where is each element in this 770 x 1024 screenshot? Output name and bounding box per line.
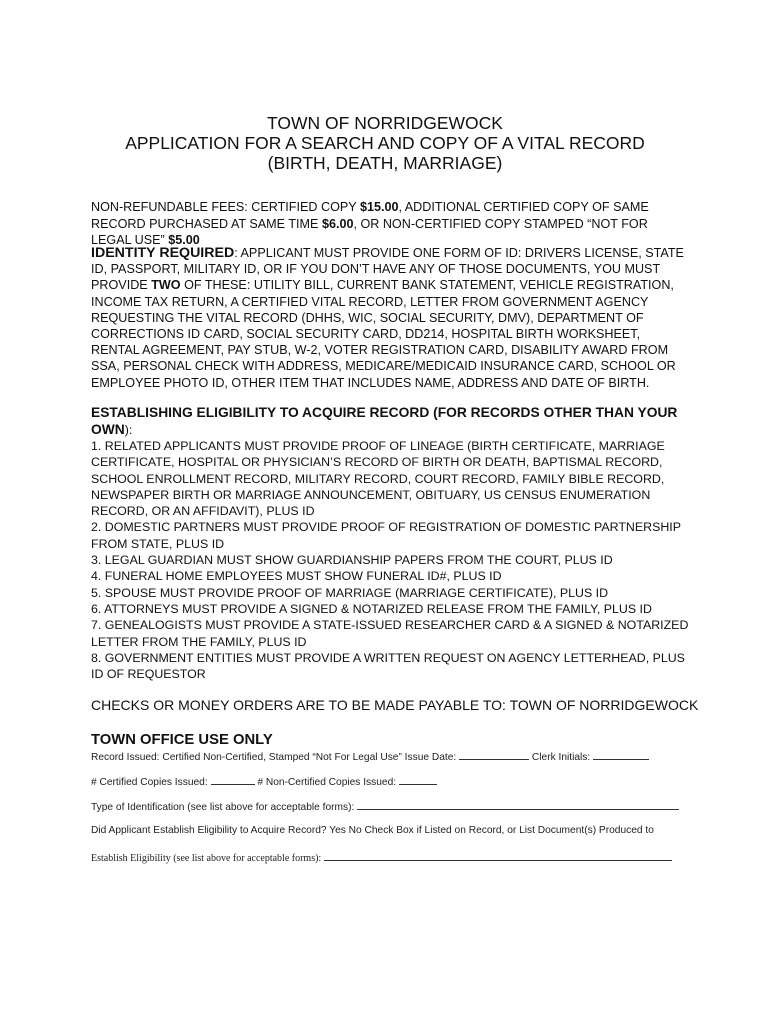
eligibility-item: 4. FUNERAL HOME EMPLOYEES MUST SHOW FUNERAL ID#, PLUS ID (91, 569, 502, 584)
noncertified-fee: $5.00 (168, 233, 200, 247)
title-town: TOWN OF NORRIDGEWOCK (267, 113, 503, 133)
fees-paragraph (91, 199, 691, 249)
eligibility-question: Did Applicant Establish Eligibility to Acquire Record? Yes No Check Box if Listed on Record, or List Document(s) Produced to (91, 825, 654, 836)
eligibility-item: 2. DOMESTIC PARTNERS MUST PROVIDE PROOF OF REGISTRATION OF DOMESTIC PARTNERSHIP FROM STATE, PLUS ID (91, 520, 681, 551)
title-application: APPLICATION FOR A SEARCH AND COPY OF A VITAL RECORD (125, 133, 645, 153)
title-record-types: (BIRTH, DEATH, MARRIAGE) (267, 153, 503, 173)
certified-copies-label: # Certified Copies Issued: (91, 777, 208, 788)
payment-instructions: CHECKS OR MONEY ORDERS ARE TO BE MADE PAYABLE TO: TOWN OF NORRIDGEWOCK (91, 697, 699, 713)
clerk-initials-label: Clerk Initials: (531, 752, 591, 763)
identity-text-1: : APPLICANT MUST PROVIDE ONE FORM OF ID: DRIVERS LICENSE, STATE ID, PASSPORT, MILITARY ID, OR IF YOU DON’T HAVE ANY OF THOSE DOCUMENTS, YOU MUST PROVIDE (91, 246, 684, 293)
eligibility-item: 3. LEGAL GUARDIAN MUST SHOW GUARDIANSHIP PAPERS FROM THE COURT, PLUS ID (91, 553, 613, 568)
eligibility-heading-suffix: ): (124, 422, 133, 437)
fees-text-1: NON-REFUNDABLE FEES: CERTIFIED COPY (91, 200, 360, 214)
issue-date-field[interactable] (459, 750, 529, 760)
eligibility-question-row (91, 825, 654, 836)
identity-emphasis: TWO (151, 278, 181, 293)
identity-paragraph (91, 245, 691, 391)
noncertified-copies-label: # Non-Certified Copies Issued: (257, 777, 397, 788)
fees-text-2: , ADDITIONAL CERTIFIED COPY OF SAME RECORD PURCHASED AT SAME TIME (91, 200, 649, 231)
identity-text-2: OF THESE: UTILITY BILL, CURRENT BANK STATEMENT, VEHICLE REGISTRATION, INCOME TAX RETURN, A CERTIFIED VITAL RECORD, LETTER FROM GOVERNMENT AGENCY REQUESTING THE VITAL RECORD (DHHS, WIC, SOCIAL SECURITY, DMV), DEPARTMENT OF CORRECTIONS ID CARD, SOCIAL SECURITY CARD, DD214, HOSPITAL BIRTH WORKSHEET, RENTAL AGREEMENT, PAY STUB, W-2, VOTER REGISTRATION CARD, DISABILITY AWARD FROM SSA, PERSONAL CHECK WITH ADDRESS, MEDICARE/MEDICAID INSURANCE CARD, SCHOOL OR EMPLOYEE PHOTO ID, OTHER ITEM THAT INCLUDES NAME, ADDRESS AND DATE OF BIRTH. (91, 278, 676, 390)
office-use-heading: TOWN OFFICE USE ONLY (91, 732, 273, 748)
establish-eligibility-row (91, 851, 672, 864)
noncertified-copies-field[interactable] (399, 775, 437, 785)
eligibility-item: 7. GENEALOGISTS MUST PROVIDE A STATE-ISSUED RESEARCHER CARD & A SIGNED & NOTARIZED LETTER FROM THE FAMILY, PLUS ID (91, 618, 689, 649)
record-issued-row (91, 750, 649, 763)
id-type-field[interactable] (357, 800, 679, 810)
eligibility-heading: ESTABLISHING ELIGIBILITY TO ACQUIRE RECORD (FOR RECORDS OTHER THAN YOUR OWN (91, 405, 678, 437)
eligibility-item: 6. ATTORNEYS MUST PROVIDE A SIGNED & NOTARIZED RELEASE FROM THE FAMILY, PLUS ID (91, 601, 652, 616)
clerk-initials-field[interactable] (593, 750, 649, 760)
certified-fee: $15.00 (359, 200, 399, 214)
fees-text-3: , OR NON-CERTIFIED COPY STAMPED “NOT FOR LEGAL USE” (91, 216, 648, 247)
record-issued-label: Record Issued: Certified Non-Certified, Stamped “Not For Legal Use” Issue Date: (91, 752, 457, 763)
document-title (0, 113, 770, 173)
id-type-row (91, 800, 679, 813)
certified-copies-field[interactable] (211, 775, 255, 785)
eligibility-item: 8. GOVERNMENT ENTITIES MUST PROVIDE A WRITTEN REQUEST ON AGENCY LETTERHEAD, PLUS ID OF REQUESTOR (91, 650, 685, 682)
copies-issued-row (91, 775, 437, 788)
eligibility-section (91, 405, 691, 682)
establish-eligibility-label: Establish Eligibility (see list above for acceptable forms): (91, 853, 322, 864)
eligibility-item: 1. RELATED APPLICANTS MUST PROVIDE PROOF OF LINEAGE (BIRTH CERTIFICATE, MARRIAGE CERTIFICATE, HOSPITAL OR PHYSICIAN’S RECORD OF BIRTH OR DEATH, BAPTISMAL RECORD, SCHOOL ENROLLMENT RECORD, MILITARY RECORD, COURT RECORD, FAMILY BIBLE RECORD, NEWSPAPER BIRTH OR MARRIAGE ANNOUNCEMENT, OBITUARY, US CENSUS ENUMERATION RECORD, OR AN AFFIDAVIT), PLUS ID (91, 439, 665, 519)
id-type-label: Type of Identification (see list above for acceptable forms): (91, 802, 355, 813)
establish-eligibility-field[interactable] (324, 851, 672, 861)
eligibility-item: 5. SPOUSE MUST PROVIDE PROOF OF MARRIAGE (MARRIAGE CERTIFICATE), PLUS ID (91, 585, 609, 600)
additional-fee: $6.00 (321, 216, 354, 231)
identity-heading: IDENTITY REQUIRED (91, 245, 235, 261)
